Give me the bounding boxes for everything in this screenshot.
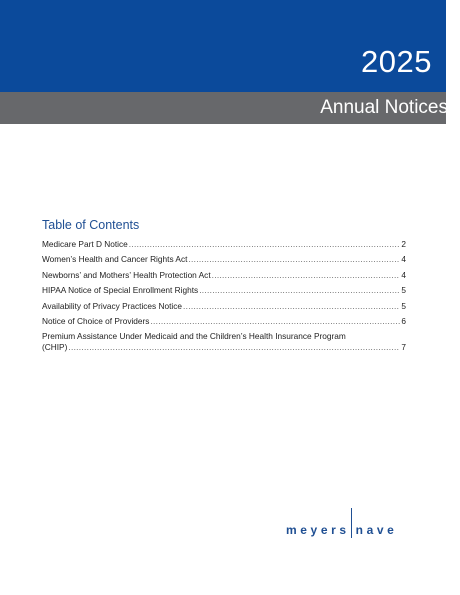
toc-entry-hipaa[interactable]	[42, 281, 406, 297]
document-year: 2025	[361, 44, 432, 79]
toc-entry-page: 2	[401, 238, 406, 249]
toc-entry-label: Notice of Choice of Providers	[42, 316, 150, 326]
table-of-contents	[42, 218, 406, 353]
logo-word-right: nave	[355, 523, 398, 537]
toc-entry-page: 6	[401, 316, 406, 326]
dot-leader	[212, 270, 401, 281]
toc-entry-label: Availability of Privacy Practices Notice	[42, 300, 183, 311]
toc-entry-womens-health[interactable]	[42, 250, 406, 266]
toc-entry-privacy-practices[interactable]	[42, 296, 406, 312]
toc-entry-newborns-mothers[interactable]	[42, 265, 406, 281]
dot-leader	[68, 342, 400, 353]
dot-leader	[188, 254, 400, 265]
toc-entry-label: Premium Assistance Under Medicaid and the Children’s Health Insurance Program	[42, 331, 346, 341]
document-subtitle: Annual Notices	[320, 97, 448, 118]
toc-list	[42, 234, 406, 353]
toc-entry-choice-of-providers[interactable]	[42, 312, 406, 328]
toc-entry-chip[interactable]	[42, 331, 406, 353]
toc-entry-page: 5	[401, 300, 406, 311]
toc-entry-page: 4	[401, 254, 406, 264]
toc-entry-medicare-part-d[interactable]	[42, 234, 406, 250]
toc-entry-continuation	[42, 342, 406, 353]
toc-entry-label: Newborns’ and Mothers’ Health Protection Act	[42, 269, 211, 280]
toc-entry-label-continued: (CHIP)	[42, 342, 68, 352]
meyers-nave-logo	[286, 508, 397, 538]
toc-entry-label: HIPAA Notice of Special Enrollment Rights	[42, 285, 199, 295]
toc-entry-page: 4	[401, 269, 406, 280]
logo-word-left: meyers	[286, 523, 350, 537]
toc-entry-label: Women’s Health and Cancer Rights Act	[42, 254, 188, 264]
dot-leader	[183, 301, 400, 312]
dot-leader	[199, 285, 400, 296]
dot-leader	[129, 239, 401, 250]
logo-divider	[351, 508, 352, 538]
toc-entry-page: 5	[401, 285, 406, 295]
dot-leader	[150, 316, 400, 327]
toc-entry-page: 7	[401, 342, 406, 352]
toc-entry-label: Medicare Part D Notice	[42, 238, 128, 249]
toc-title: Table of Contents	[42, 218, 140, 232]
